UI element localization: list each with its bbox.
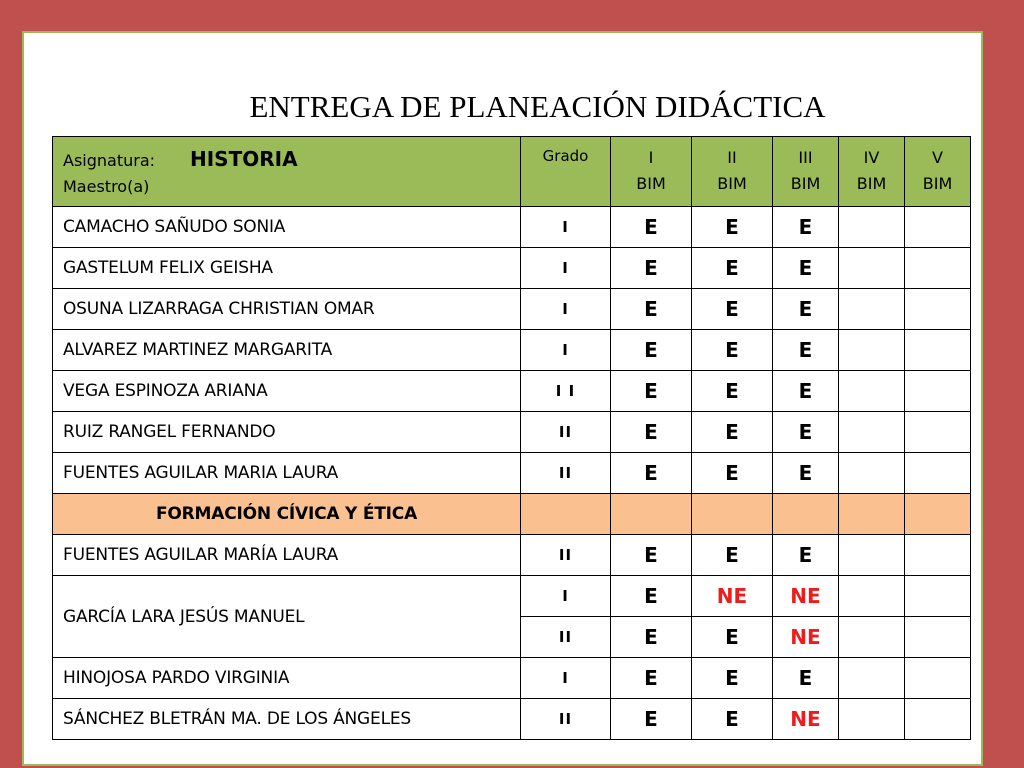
bim-cell: NE: [773, 699, 839, 740]
maestro-name: HINOJOSA PARDO VIRGINIA: [53, 658, 521, 699]
bim-cell: E: [611, 248, 692, 289]
grado-cell: II: [521, 535, 611, 576]
bim-cell: NE: [773, 576, 839, 617]
grado-cell: I I: [521, 371, 611, 412]
bim-cell: E: [692, 207, 773, 248]
maestro-name: OSUNA LIZARRAGA CHRISTIAN OMAR: [53, 289, 521, 330]
bim-number: I: [648, 148, 654, 167]
bim-label: BIM: [856, 174, 887, 193]
table-row: [53, 658, 971, 699]
bim-number: II: [727, 148, 737, 167]
bim-cell: [839, 658, 905, 699]
table-row: [53, 453, 971, 494]
bim-cell: E: [692, 535, 773, 576]
bim-cell: E: [773, 453, 839, 494]
bim-header-3: [773, 137, 839, 207]
bim-cell: [905, 371, 971, 412]
table-row: [53, 289, 971, 330]
maestro-name: GASTELUM FELIX GEISHA: [53, 248, 521, 289]
bim-cell: E: [692, 412, 773, 453]
grado-cell: I: [521, 658, 611, 699]
grado-cell: II: [521, 412, 611, 453]
bim-label: BIM: [922, 174, 953, 193]
grado-cell: I: [521, 248, 611, 289]
bim-cell: E: [773, 412, 839, 453]
bim-cell: [905, 207, 971, 248]
bim-cell: E: [773, 207, 839, 248]
maestro-name: SÁNCHEZ BLETRÁN MA. DE LOS ÁNGELES: [53, 699, 521, 740]
bim-header-4: [839, 137, 905, 207]
grado-cell: I: [521, 576, 611, 617]
section-empty-cell: [773, 494, 839, 535]
bim-header-5: [905, 137, 971, 207]
table-row: [53, 699, 971, 740]
bim-cell: E: [611, 330, 692, 371]
asignatura-header-cell: [53, 137, 521, 207]
maestro-name: FUENTES AGUILAR MARIA LAURA: [53, 453, 521, 494]
bim-cell: E: [611, 699, 692, 740]
grado-cell: II: [521, 617, 611, 658]
bim-cell: E: [692, 371, 773, 412]
table-row: [53, 412, 971, 453]
bim-number: III: [798, 148, 813, 167]
bim-cell: NE: [773, 617, 839, 658]
bim-cell: [905, 248, 971, 289]
bim-cell: [839, 248, 905, 289]
section-empty-cell: [839, 494, 905, 535]
table-row: [53, 535, 971, 576]
asignatura-label: Asignatura:: [63, 151, 156, 170]
bim-cell: E: [611, 207, 692, 248]
bim-cell: [839, 289, 905, 330]
bim-cell: [905, 289, 971, 330]
asignatura-value: HISTORIA: [190, 147, 298, 171]
bim-label: BIM: [717, 174, 747, 193]
bim-cell: E: [773, 330, 839, 371]
bim-cell: [839, 207, 905, 248]
table-row: [53, 371, 971, 412]
bim-cell: E: [611, 453, 692, 494]
bim-cell: E: [773, 289, 839, 330]
bim-cell: [905, 453, 971, 494]
bim-cell: E: [692, 330, 773, 371]
bim-cell: [905, 617, 971, 658]
bim-cell: [839, 535, 905, 576]
section-empty-cell: [905, 494, 971, 535]
bim-cell: E: [773, 658, 839, 699]
bim-header-1: [611, 137, 692, 207]
bim-cell: [839, 699, 905, 740]
section-title: FORMACIÓN CÍVICA Y ÉTICA: [53, 494, 521, 535]
bim-cell: E: [692, 699, 773, 740]
bim-cell: E: [692, 289, 773, 330]
maestro-name: FUENTES AGUILAR MARÍA LAURA: [53, 535, 521, 576]
section-empty-cell: [521, 494, 611, 535]
grado-cell: II: [521, 699, 611, 740]
bim-number: V: [932, 148, 943, 167]
bim-header-2: [692, 137, 773, 207]
slide: [22, 31, 983, 766]
bim-cell: E: [611, 412, 692, 453]
table-header-row: [53, 137, 971, 207]
maestro-name: CAMACHO SAÑUDO SONIA: [53, 207, 521, 248]
page-title: ENTREGA DE PLANEACIÓN DIDÁCTICA: [249, 89, 826, 124]
grado-cell: II: [521, 453, 611, 494]
bim-cell: [905, 412, 971, 453]
section-empty-cell: [611, 494, 692, 535]
maestro-name: ALVAREZ MARTINEZ MARGARITA: [53, 330, 521, 371]
bim-cell: E: [611, 371, 692, 412]
bim-cell: E: [692, 248, 773, 289]
bim-cell: NE: [692, 576, 773, 617]
planeacion-table: [52, 136, 971, 740]
bim-cell: [839, 412, 905, 453]
grado-cell: I: [521, 207, 611, 248]
table-row: [53, 330, 971, 371]
table-row: [53, 207, 971, 248]
bim-cell: E: [692, 617, 773, 658]
bim-cell: E: [692, 453, 773, 494]
bim-cell: E: [773, 535, 839, 576]
bim-cell: [905, 658, 971, 699]
bim-cell: E: [692, 658, 773, 699]
table-row: [53, 576, 971, 617]
bim-cell: [905, 535, 971, 576]
bim-cell: [839, 617, 905, 658]
bim-cell: E: [611, 535, 692, 576]
maestro-label: Maestro(a): [63, 177, 150, 196]
bim-cell: E: [611, 289, 692, 330]
bim-cell: E: [611, 658, 692, 699]
bim-label: BIM: [636, 174, 666, 193]
section-empty-cell: [692, 494, 773, 535]
bim-cell: E: [773, 371, 839, 412]
bim-cell: [839, 576, 905, 617]
table-row: [53, 248, 971, 289]
bim-cell: [905, 330, 971, 371]
grado-header: Grado: [521, 137, 611, 207]
maestro-name: RUIZ RANGEL FERNANDO: [53, 412, 521, 453]
bim-label: BIM: [790, 174, 821, 193]
bim-cell: [839, 371, 905, 412]
section-header-row: [53, 494, 971, 535]
bim-cell: E: [611, 617, 692, 658]
grado-cell: I: [521, 330, 611, 371]
maestro-name: GARCÍA LARA JESÚS MANUEL: [53, 576, 521, 658]
grado-cell: I: [521, 289, 611, 330]
bim-cell: E: [611, 576, 692, 617]
maestro-name: VEGA ESPINOZA ARIANA: [53, 371, 521, 412]
bim-cell: [839, 453, 905, 494]
bim-number: IV: [863, 148, 880, 167]
bim-cell: [905, 699, 971, 740]
bim-cell: [839, 330, 905, 371]
bim-cell: [905, 576, 971, 617]
bim-cell: E: [773, 248, 839, 289]
